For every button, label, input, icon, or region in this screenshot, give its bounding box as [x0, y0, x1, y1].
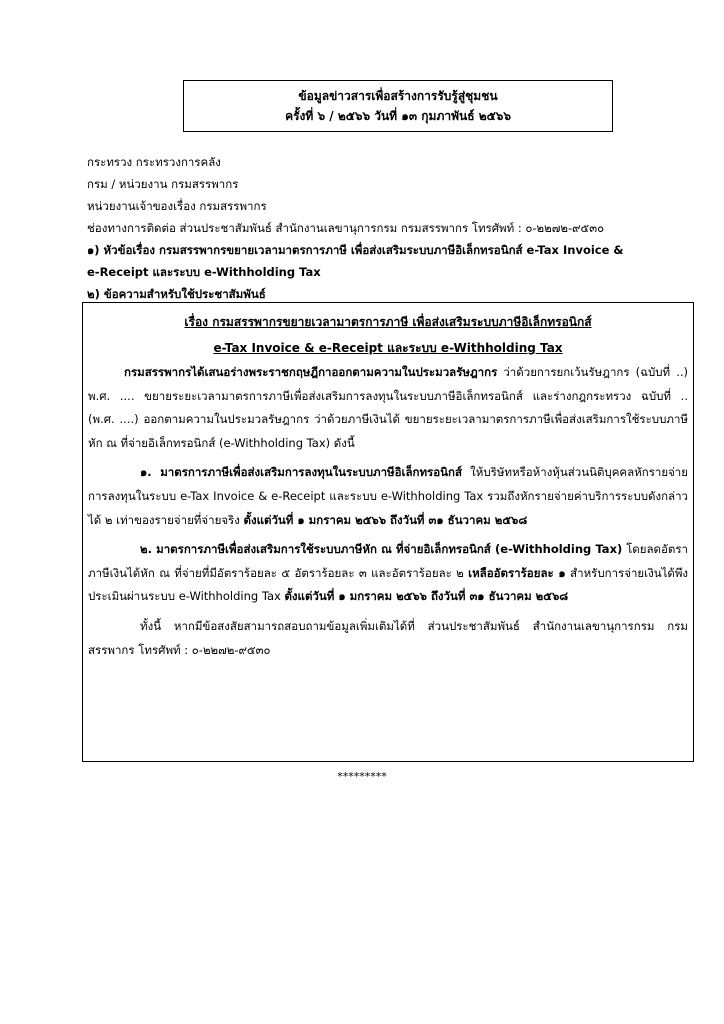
meta-topic: ๑) หัวข้อเรื่อง กรมสรรพากรขยายเวลามาตรการภาษี เพื่อส่งเสริมระบบภาษีอิเล็กทรอนิกส์ e-Tax Invoice & [87, 243, 624, 257]
content-title-line1: เรื่อง กรมสรรพากรขยายเวลามาตรการภาษี เพื่อส่งเสริมระบบภาษีอิเล็กทรอนิกส์ [184, 315, 592, 329]
item2-mid: สำหรับการจ่ายเงินได้พึงประเมินผ่านระบบ e-Withholding Tax [88, 565, 689, 604]
item2-paragraph [88, 538, 688, 609]
meta-content-label: ๒) ข้อความสำหรับใช้ประชาสัมพันธ์ [87, 287, 266, 301]
item2-bold: ๒. มาตรการภาษีเพื่อส่งเสริมการใช้ระบบภาษีหัก ณ ที่จ่ายอิเล็กทรอนิกส์ (e-Withholding Tax) [140, 542, 623, 557]
header-issue: ครั้งที่ ๖ / ๒๕๖๖ วันที่ ๑๓ กุมภาพันธ์ ๒๕๖๖ [285, 109, 511, 123]
meta-section [87, 151, 687, 305]
item2-rest: โดยลดอัตราภาษีเงินได้หัก ณ ที่จ่ายที่มีอัตราร้อยละ ๕ อัตราร้อยละ ๓ และอัตราร้อยละ ๒ [88, 542, 688, 580]
item1-tail: ตั้งแต่วันที่ ๑ มกราคม ๒๕๖๖ ถึงวันที่ ๓๑ ธันวาคม ๒๕๖๘ [243, 512, 528, 527]
meta-contact: ช่องทางการติดต่อ ส่วนประชาสัมพันธ์ สำนักงานเลขานุการกรม กรมสรรพากร โทรศัพท์ : ๐-๒๒๗๒-๙๕๓๐ [87, 221, 605, 235]
meta-topic-cont: e-Receipt และระบบ e-Withholding Tax [87, 265, 321, 279]
footer-stars: ********* [337, 770, 387, 783]
intro-paragraph [88, 361, 688, 455]
intro-rest: ว่าด้วยการยกเว้นรัษฎากร (ฉบับที่ ..) พ.ศ. .... ขยายระยะเวลามาตรการภาษีเพื่อส่งเสริมการลงทุนในระบบภาษีอิเล็กทรอนิกส์ และร่างกฎกระทรวง ฉบับที่ .. (พ.ศ. ....) ออกตามความในประมวลรัษฎากร ว่าด้วยภาษีเงินได้ ขยายระยะเวลามาตรการภาษีเพื่อส่งเสริมการใช้ระบบภาษีหัก ณ ที่จ่ายอิเล็กทรอนิกส์ (e-Withholding Tax) ดังนี้ [88, 365, 688, 450]
meta-ministry: กระทรวง กระทรวงการคลัง [87, 155, 221, 169]
header-box [183, 80, 613, 132]
item1-paragraph [88, 461, 688, 532]
item1-rest: ให้บริษัทหรือห้างหุ้นส่วนนิติบุคคลหักรายจ่ายการลงทุนในระบบ e-Tax Invoice & e-Receipt และระบบ e-Withholding Tax รวมถึงหักรายจ่ายค่าบริการระบบดังกล่าวได้ ๒ เท่าของรายจ่ายที่จ่ายจริง [88, 465, 688, 527]
header-title: ข้อมูลข่าวสารเพื่อสร้างการรับรู้สู่ชุมชน [298, 89, 498, 103]
item2-tail: ตั้งแต่วันที่ ๑ มกราคม ๒๕๖๖ ถึงวันที่ ๓๑ ธันวาคม ๒๕๖๘ [284, 589, 569, 604]
content-box [82, 302, 694, 762]
intro-bold: กรมสรรพากรได้เสนอร่างพระราชกฤษฎีกาออกตามความในประมวลรัษฎากร [124, 365, 498, 379]
item2-mid-bold: เหลืออัตราร้อยละ ๑ [468, 565, 566, 580]
content-title-line2: e-Tax Invoice & e-Receipt และระบบ e-Withholding Tax [213, 341, 563, 355]
meta-owner: หน่วยงานเจ้าของเรื่อง กรมสรรพากร [87, 199, 267, 213]
closing-paragraph: ทั้งนี้ หากมีข้อสงสัยสามารถสอบถามข้อมูลเพิ่มเติมได้ที่ ส่วนประชาสัมพันธ์ สำนักงานเลขานุการกรม กรมสรรพากร โทรศัพท์ : ๐-๒๒๗๒-๙๕๓๐ [88, 618, 688, 657]
meta-department: กรม / หน่วยงาน กรมสรรพากร [87, 177, 239, 191]
item1-bold: ๑. มาตรการภาษีเพื่อส่งเสริมการลงทุนในระบบภาษีอิเล็กทรอนิกส์ [140, 465, 462, 480]
